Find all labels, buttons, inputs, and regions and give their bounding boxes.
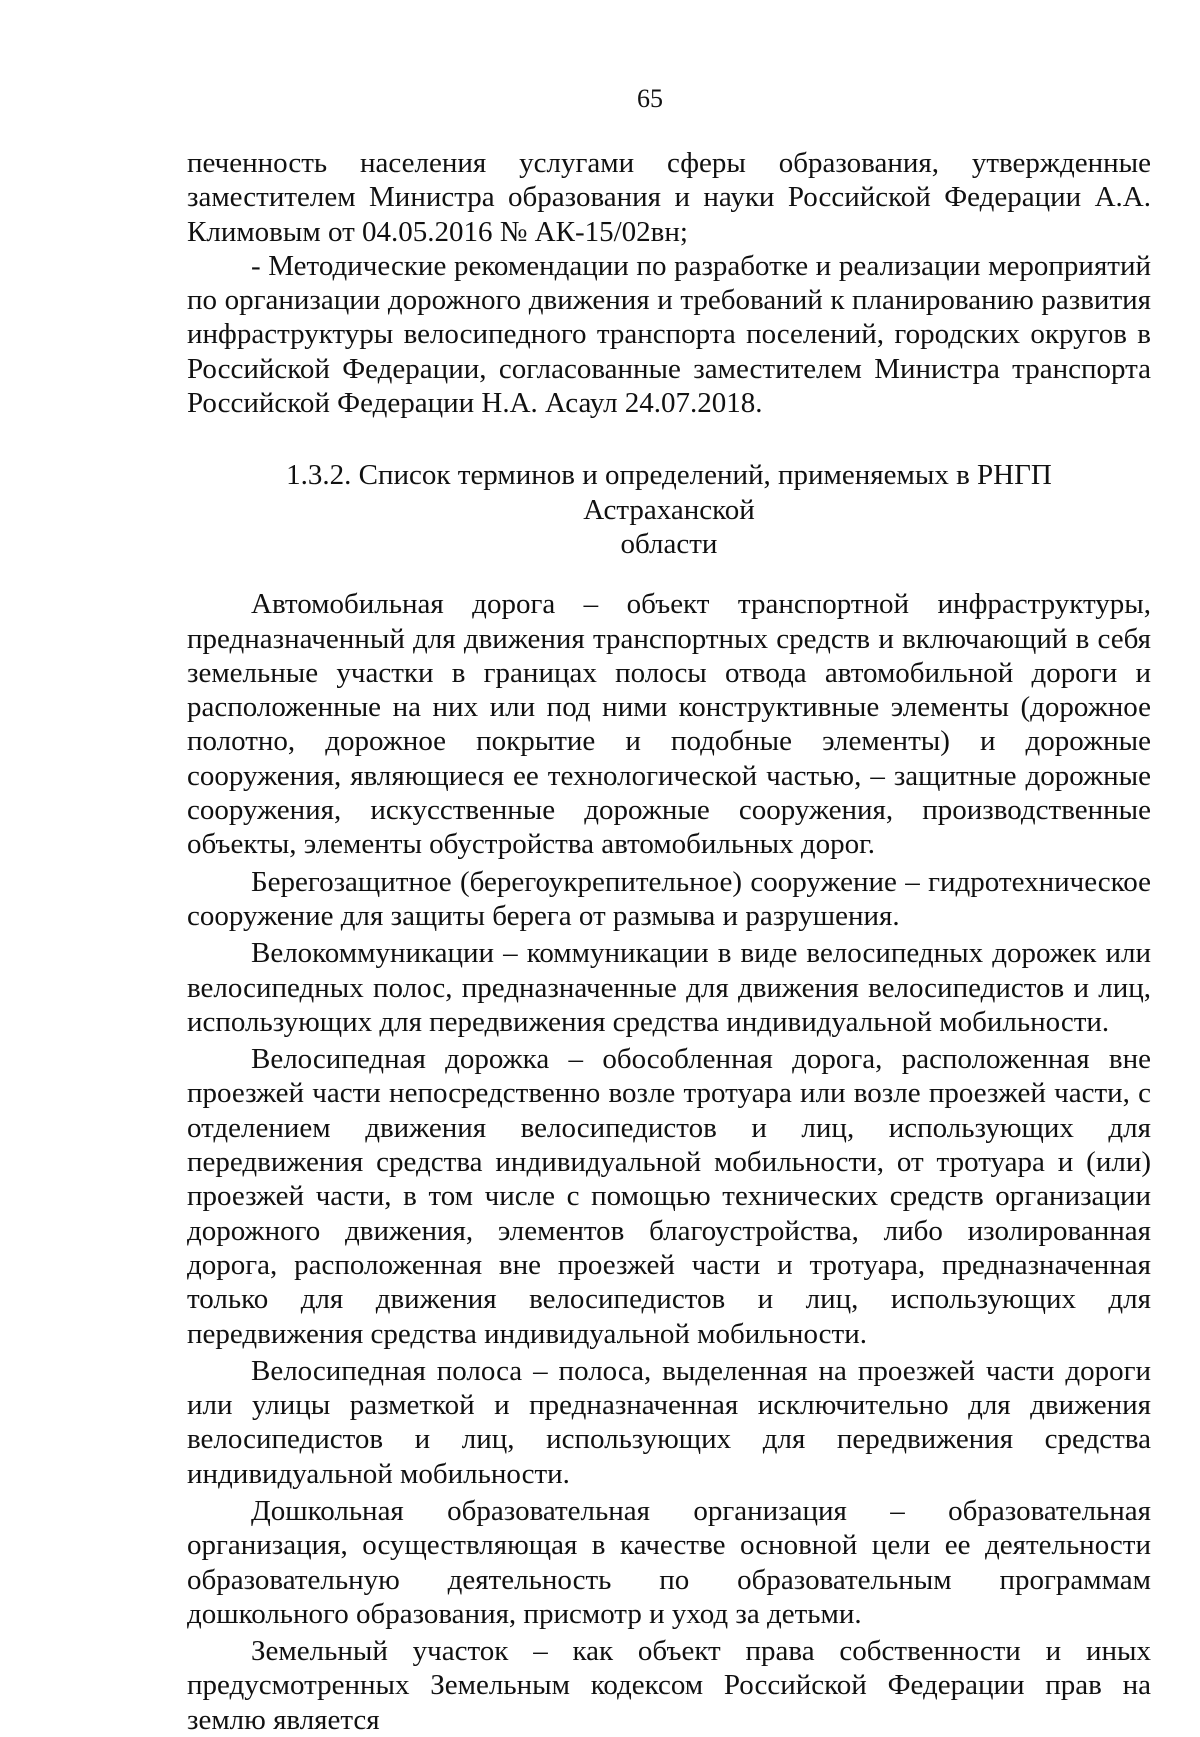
definition-doshkolnaya-organizatsiya: Дошкольная образовательная организация – образовательная организация, осуществляющая в качестве основной цели ее деятельности образовательную деятельность по образовательным программам дошкольного образования, присмотр и уход за детьми. bbox=[187, 1494, 1151, 1630]
section-heading-line-2: области bbox=[620, 527, 718, 560]
intro-paragraph-1: печенность населения услугами сферы образования, утвержденные заместителем Министра образования и науки Российской Федерации А.А. Климовым от 04.05.2016 № АК-15/02вн; bbox=[187, 147, 1151, 248]
section-heading bbox=[187, 458, 1151, 561]
intro-paragraph-2: - Методические рекомендации по разработке и реализации мероприятий по организации дорожного движения и требований к планированию развития инфраструктуры велосипедного транспорта поселений, городских округов в Российской Федерации, согласованные заместителем Министра транспорта Российской Федерации Н.А. Асаул 24.07.2018. bbox=[187, 249, 1151, 420]
section-heading-line-1: 1.3.2. Список терминов и определений, применяемых в РНГП Астраханской bbox=[286, 459, 1052, 526]
definition-velosipednaya-dorozhka: Велосипедная дорожка – обособленная дорога, расположенная вне проезжей части непосредственно возле тротуара или возле проезжей части, с отделением движения велосипедистов и лиц, использующих для передвижения средства индивидуальной мобильности, от тротуара и (или) проезжей части, в том числе с помощью технических средств организации дорожного движения, элементов благоустройства, либо изолированная дорога, расположенная вне проезжей части и тротуара, предназначенная только для движения велосипедистов и лиц, использующих для передвижения средства индивидуальной мобильности. bbox=[187, 1043, 1151, 1350]
definition-beregozashchitnoe-sooruzhenie: Берегозащитное (берегоукрепительное) сооружение – гидротехническое сооружение для защиты берега от размыва и разрушения. bbox=[187, 865, 1151, 932]
definition-avtomobilnaya-doroga: Автомобильная дорога – объект транспортной инфраструктуры, предназначенный для движения транспортных средств и включающий в себя земельные участки в границах полосы отвода автомобильной дороги и расположенные на них или под ними конструктивные элементы (дорожное полотно, дорожное покрытие и подобные элементы) и дорожные сооружения, являющиеся ее технологической частью, – защитные дорожные сооружения, искусственные дорожные сооружения, производственные объекты, элементы обустройства автомобильных дорог. bbox=[187, 588, 1151, 861]
definition-velosipednaya-polosa: Велосипедная полоса – полоса, выделенная на проезжей части дороги или улицы разметкой и предназначенная исключительно для движения велосипедистов и лиц, использующих для передвижения средства индивидуальной мобильности. bbox=[187, 1354, 1151, 1490]
definition-velokommunikatsii: Велокоммуникации – коммуникации в виде велосипедных дорожек или велосипедных полос, предназначенные для движения велосипедистов и лиц, использующих для передвижения средства индивидуальной мобильности. bbox=[187, 937, 1151, 1038]
definition-zemelnyy-uchastok: Земельный участок – как объект права собственности и иных предусмотренных Земельным кодексом Российской Федерации прав на землю является bbox=[187, 1635, 1151, 1736]
page-number: 65 bbox=[637, 84, 663, 113]
page-content bbox=[187, 146, 1151, 1737]
